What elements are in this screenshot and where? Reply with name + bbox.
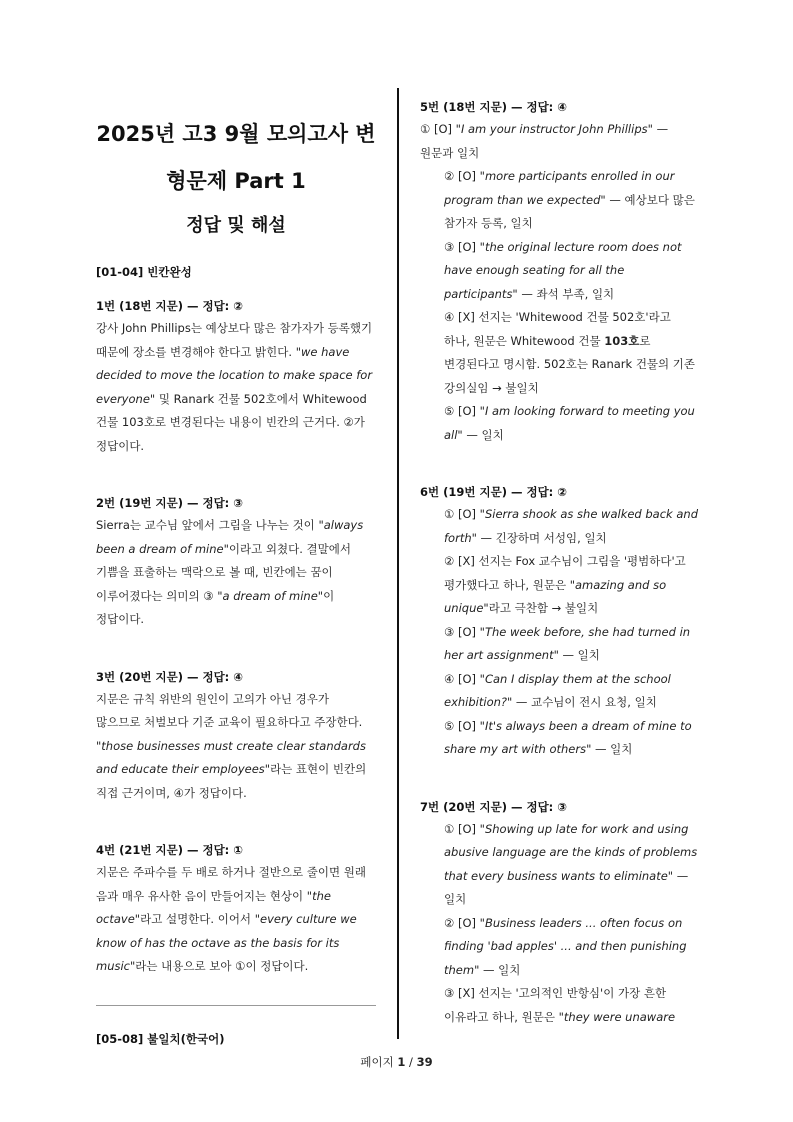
section-heading-01-04: [01-04] 빈칸완성 [96,265,192,279]
q7-option-1: ① [O] "Showing up late for work and using abusive language are the kinds of problems that every business wants to eliminate" — 일치 [444,821,698,906]
q3-heading: 3번 (20번 지문) — 정답: ④ [96,669,244,684]
q5-option-2: ② [O] "more participants enrolled in our program than we expected" — 예상보다 많은 참가자 등록, 일치 [444,169,695,230]
q7-heading: 7번 (20번 지문) — 정답: ③ [420,799,568,814]
q1-explanation: 강사 John Phillips는 예상보다 많은 참가자가 등록했기 때문에 장소를 변경해야 한다고 밝힌다. "we have decided to move the location to make space for everyone" 및 Ranark 건물 502호에서 Whitewood 건물 103호로 변경된다는 내용이 빈칸의 근거다. ②가 정답이다. [96,321,373,453]
title-text: 2025년 고3 9월 모의고사 변형문제 Part 1 [96,122,376,193]
section-divider [96,1005,376,1006]
q6-option-4: ④ [O] "Can I display them at the school exhibition?" — 교수님이 전시 요청, 일치 [444,671,671,709]
column-divider [397,88,399,1039]
q7-option-3: ③ [X] 선지는 '고의적인 반항심'이 가장 흔한 이유라고 하나, 원문은 "they were unaware [444,986,676,1024]
q5-option-4: ④ [X] 선지는 'Whitewood 건물 502호'라고 하나, 원문은 Whitewood 건물 103호로 변경된다고 명시함. 502호는 Ranark 건물의 기존 강의실임 → 불일치 [444,310,696,395]
q7-option-2: ② [O] "Business leaders ... often focus on finding 'bad apples' ... and then punishing them" — 일치 [444,915,687,977]
q2-explanation: Sierra는 교수님 앞에서 그림을 나누는 것이 "always been a dream of mine"이라고 외쳤다. 결말에서 기쁨을 표출하는 맥락으로 볼 때, 빈칸에는 꿈이 이루어졌다는 의미의 ③ "a dream of mine"이 정답이다. [96,518,364,626]
q4-heading: 4번 (21번 지문) — 정답: ① [96,843,244,857]
q2-heading: 2번 (19번 지문) — 정답: ③ [96,496,244,510]
section-heading-05-08: [05-08] 불일치(한국어) [96,1031,225,1046]
page-number: 페이지 1 / 39 [360,1055,433,1069]
q5-option-3: ③ [O] "the original lecture room does not have enough seating for all the participants" — 좌석 부족, 일치 [444,239,682,301]
q5-heading: 5번 (18번 지문) — 정답: ④ [420,100,568,114]
page-title [96,111,376,205]
q3-explanation: 지문은 규칙 위반의 원인이 고의가 아닌 경우가 많으므로 처벌보다 기준 교육이 필요하다고 주장한다. "those businesses must create clear standards and educate their employees"라는 표현이 빈칸의 직접 근거이며, ④가 정답이다. [96,691,367,800]
q5-option-5: ⑤ [O] "I am looking forward to meeting you all" — 일치 [444,404,695,442]
q6-option-2: ② [X] 선지는 Fox 교수님이 그림을 '평범하다'고 평가했다고 하나, 원문은 "amazing and so unique"라고 극찬함 → 불일치 [444,554,686,615]
left-column [96,96,376,1050]
q6-heading: 6번 (19번 지문) — 정답: ② [420,485,568,499]
q5-option-1: ① [O] "I am your instructor John Phillips" — 원문과 일치 [420,122,669,160]
q6-option-5: ⑤ [O] "It's always been a dream of mine to share my art with others" — 일치 [444,718,692,756]
page-subtitle: 정답 및 해설 [186,215,286,236]
right-column [420,96,698,1029]
q1-heading: 1번 (18번 지문) — 정답: ② [96,299,244,313]
q4-explanation: 지문은 주파수를 두 배로 하거나 절반으로 줄이면 원래 음과 매우 유사한 음이 만들어지는 현상이 "the octave"라고 설명한다. 이어서 "every culture we know of has the octave as the basis for its music"라는 내용으로 보아 ①이 정답이다. [96,865,366,973]
q6-option-1: ① [O] "Sierra shook as she walked back and forth" — 긴장하며 서성임, 일치 [444,507,699,545]
q6-option-3: ③ [O] "The week before, she had turned in her art assignment" — 일치 [444,624,691,662]
